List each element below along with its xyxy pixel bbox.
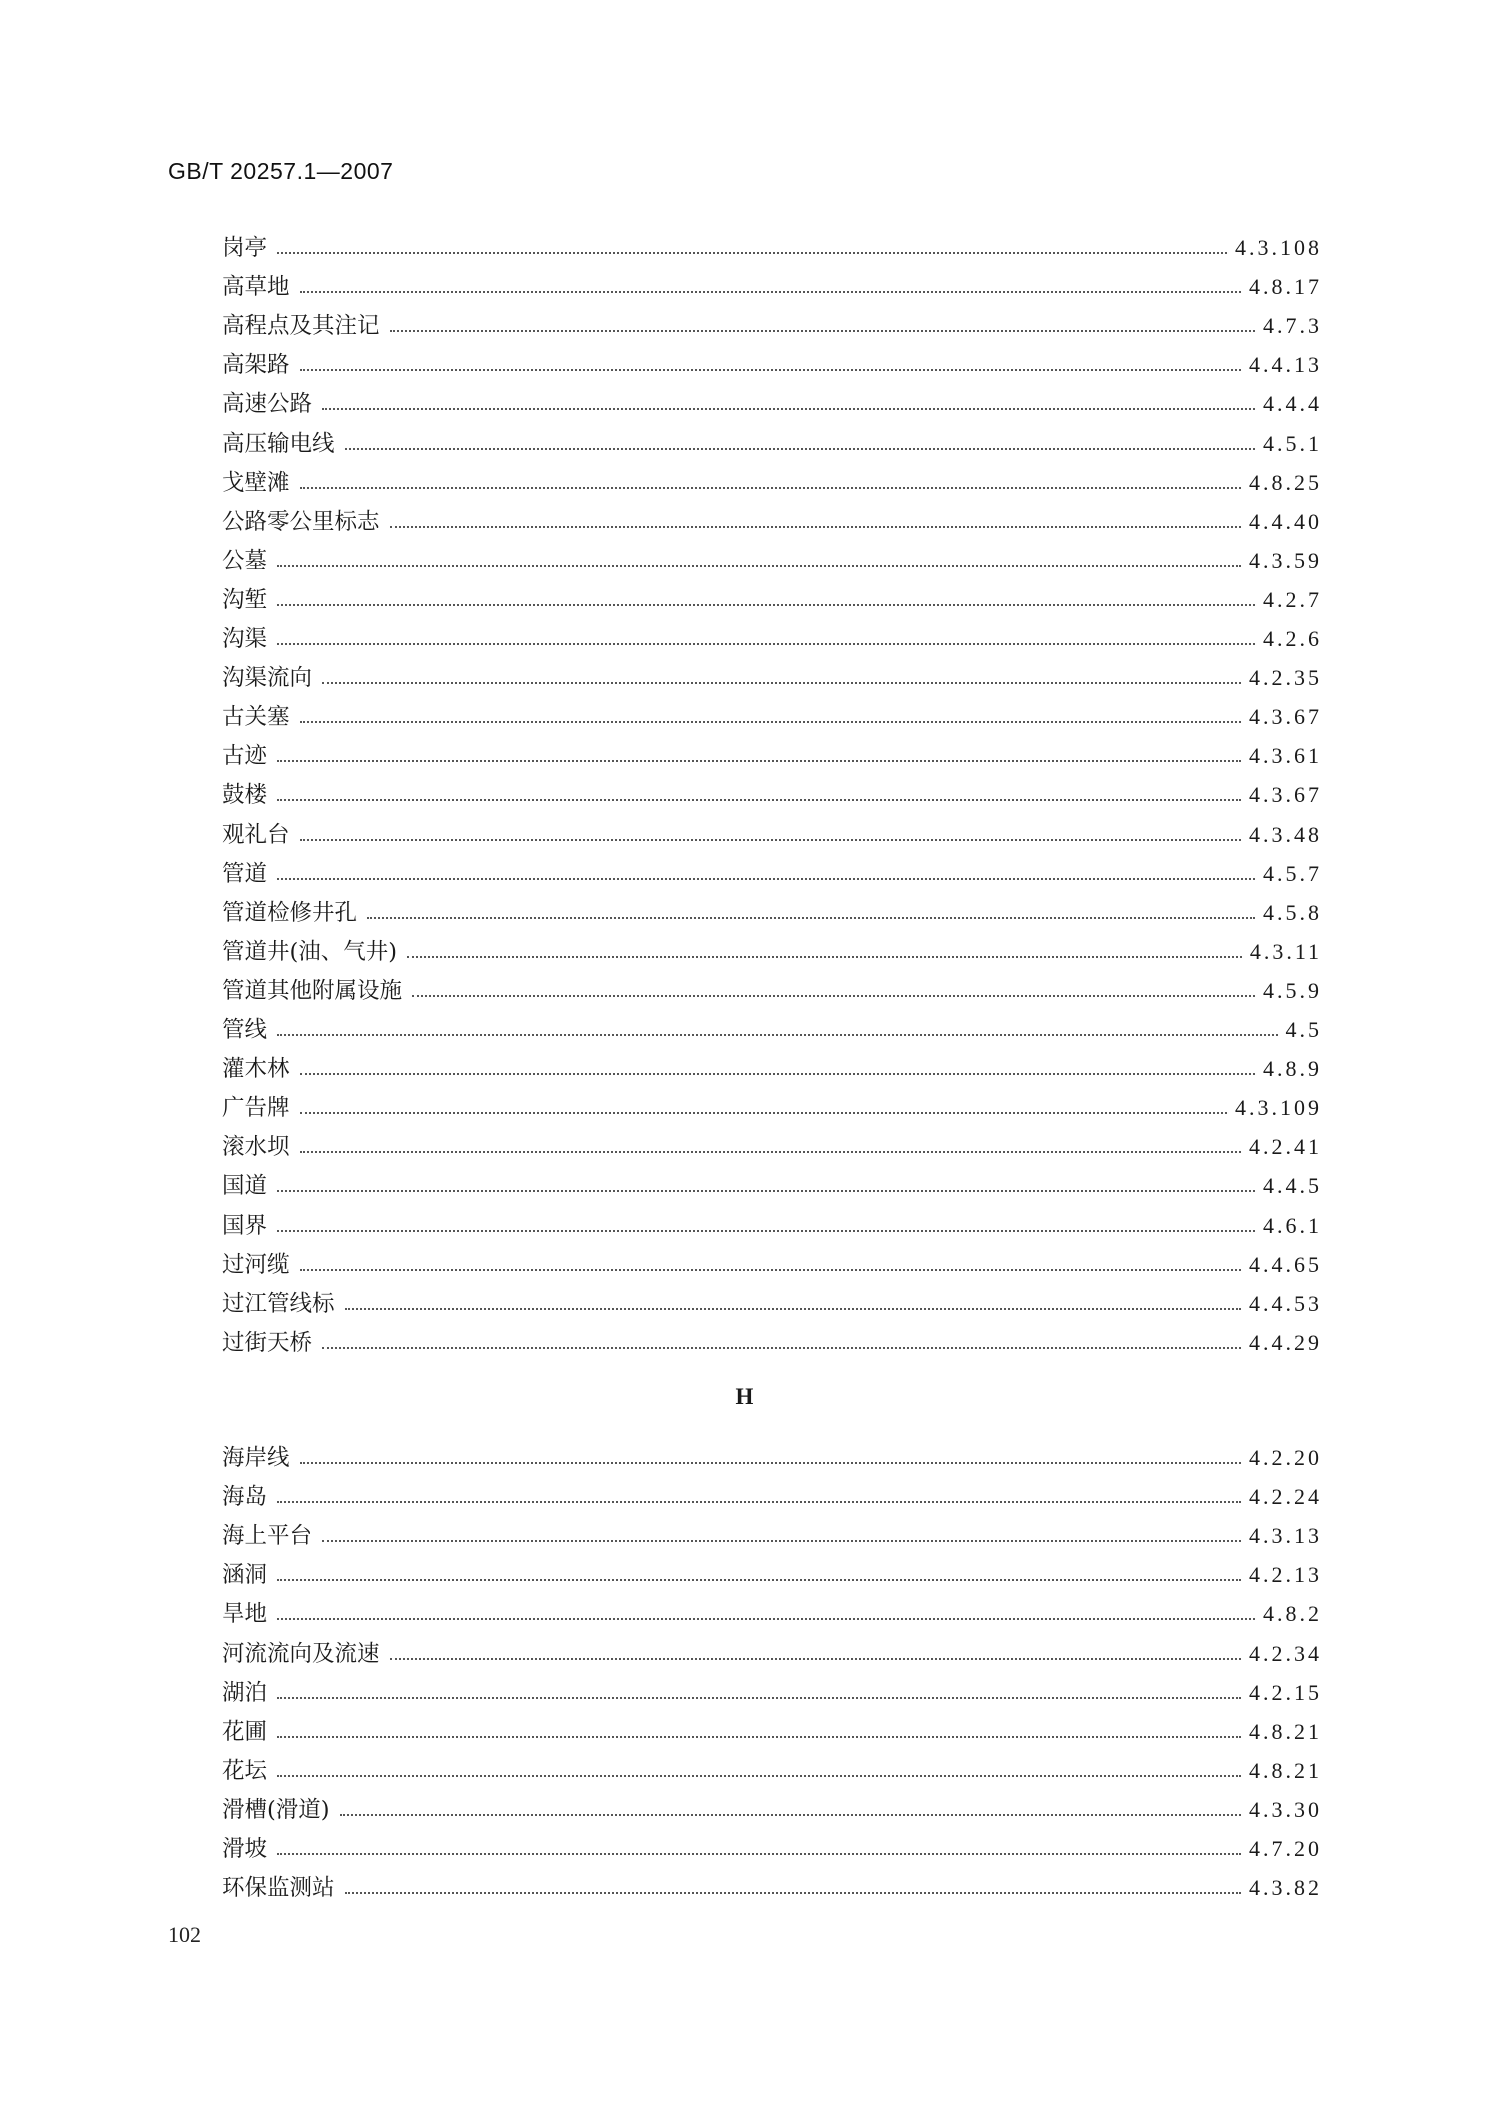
index-entry: [222, 1082, 1322, 1121]
index-entry: [222, 1628, 1322, 1667]
dot-leader: [340, 1814, 1241, 1816]
dot-leader: [322, 408, 1255, 410]
dot-leader: [300, 487, 1241, 489]
clause-reference: 4.5.1: [1263, 430, 1322, 456]
dot-leader: [277, 1579, 1241, 1581]
dot-leader: [412, 995, 1255, 997]
index-term: 滑槽(滑道): [222, 1796, 330, 1823]
index-entry: [222, 339, 1322, 378]
index-entry: [222, 457, 1322, 496]
dot-leader: [277, 1501, 1241, 1503]
index-entry: [222, 1160, 1322, 1199]
clause-reference: 4.2.20: [1249, 1445, 1322, 1470]
index-entry: [222, 1317, 1322, 1356]
index-term: 环保监测站: [222, 1875, 335, 1902]
index-term: 滚水坝: [222, 1134, 290, 1161]
index-term: 高压输电线: [222, 430, 335, 457]
index-term: 过街天桥: [222, 1329, 313, 1356]
index-term: 河流流向及流速: [222, 1640, 380, 1667]
index-term: 高速公路: [222, 391, 313, 418]
clause-reference: 4.6.1: [1263, 1212, 1322, 1238]
index-term: 古迹: [222, 743, 268, 770]
dot-leader: [277, 1230, 1255, 1232]
index-entry: [222, 1200, 1322, 1239]
index-term: 沟堑: [222, 586, 268, 613]
dot-leader: [300, 1073, 1255, 1075]
index-entry: [222, 378, 1322, 417]
index-term: 旱地: [222, 1601, 268, 1628]
clause-reference: 4.3.108: [1235, 235, 1322, 260]
clause-reference: 4.2.6: [1263, 626, 1322, 651]
clause-reference: 4.8.21: [1249, 1757, 1322, 1783]
clause-reference: 4.5.9: [1263, 977, 1322, 1003]
clause-reference: 4.2.35: [1249, 665, 1322, 691]
index-term: 国道: [222, 1173, 268, 1200]
clause-reference: 4.5.7: [1263, 860, 1322, 886]
clause-reference: 4.4.13: [1249, 352, 1322, 378]
clause-reference: 4.4.29: [1249, 1329, 1322, 1355]
index-term: 鼓楼: [222, 782, 268, 809]
clause-reference: 4.8.2: [1263, 1601, 1322, 1627]
index-entry: [222, 1862, 1322, 1901]
clause-reference: 4.3.109: [1235, 1095, 1322, 1121]
index-entry: [222, 1043, 1322, 1082]
index-entry: [222, 887, 1322, 926]
dot-leader: [390, 1658, 1241, 1660]
dot-leader: [300, 721, 1241, 723]
index-entry: [222, 1239, 1322, 1278]
clause-reference: 4.2.41: [1249, 1134, 1322, 1160]
dot-leader: [345, 1892, 1241, 1894]
dot-leader: [277, 760, 1241, 762]
dot-leader: [300, 1112, 1227, 1114]
section-letter-heading: H: [735, 1384, 754, 1409]
index-term: 古关塞: [222, 704, 290, 731]
index-entry: [222, 418, 1322, 457]
clause-reference: 4.8.17: [1249, 274, 1322, 300]
index-term: 湖泊: [222, 1679, 268, 1706]
clause-reference: 4.3.11: [1249, 938, 1322, 964]
index-term: 过河缆: [222, 1251, 290, 1278]
index-term: 花坛: [222, 1757, 268, 1784]
index-entry: [222, 1706, 1322, 1745]
clause-reference: 4.2.24: [1249, 1484, 1322, 1510]
index-entry: [222, 1278, 1322, 1317]
index-entry: [222, 1588, 1322, 1627]
index-entry: [222, 613, 1322, 652]
index-entry: [222, 652, 1322, 691]
clause-reference: 4.3.61: [1249, 743, 1322, 769]
clause-reference: 4.2.13: [1249, 1562, 1322, 1588]
clause-reference: 4.3.82: [1249, 1875, 1322, 1901]
index-term: 沟渠流向: [222, 665, 313, 692]
dot-leader: [322, 1347, 1241, 1349]
dot-leader: [407, 956, 1242, 958]
clause-reference: 4.3.67: [1249, 782, 1322, 808]
index-entry: [222, 574, 1322, 613]
dot-leader: [345, 448, 1255, 450]
index-term: 过江管线标: [222, 1290, 335, 1317]
dot-leader: [277, 878, 1255, 880]
index-term: 戈壁滩: [222, 469, 290, 496]
index-entry: [222, 1004, 1322, 1043]
index-term: 海上平台: [222, 1523, 313, 1550]
index-entry: [222, 1784, 1322, 1823]
clause-reference: 4.4.65: [1249, 1251, 1322, 1277]
index-term: 涵洞: [222, 1562, 268, 1589]
index-entry: [222, 1471, 1322, 1510]
clause-reference: 4.7.20: [1249, 1836, 1322, 1861]
document-header: GB/T 20257.1—2007: [168, 158, 394, 184]
dot-leader: [277, 1775, 1241, 1777]
dot-leader: [277, 1190, 1255, 1192]
index-term: 管道: [222, 860, 268, 887]
dot-leader: [277, 565, 1241, 567]
index-entry: [222, 1549, 1322, 1588]
index-term: 广告牌: [222, 1095, 290, 1122]
index-entry: [222, 769, 1322, 808]
index-entry: [222, 691, 1322, 730]
dot-leader: [322, 1540, 1241, 1542]
index-entry: [222, 300, 1322, 339]
index-entry: [222, 965, 1322, 1004]
clause-reference: 4.3.48: [1249, 821, 1322, 847]
index-term: 高程点及其注记: [222, 313, 380, 340]
index-term: 国界: [222, 1212, 268, 1239]
dot-leader: [300, 291, 1241, 293]
dot-leader: [300, 369, 1241, 371]
clause-reference: 4.5.8: [1263, 899, 1322, 925]
dot-leader: [277, 1618, 1255, 1620]
index-entry: [222, 496, 1322, 535]
clause-reference: 4.8.25: [1249, 469, 1322, 495]
clause-reference: 4.3.67: [1249, 704, 1322, 730]
index-entry: [222, 809, 1322, 848]
index-entry: [222, 926, 1322, 965]
dot-leader: [367, 917, 1255, 919]
index-term: 高草地: [222, 274, 290, 301]
clause-reference: 4.3.59: [1249, 547, 1322, 573]
index-term: 管道检修井孔: [222, 899, 358, 926]
dot-leader: [300, 1151, 1241, 1153]
clause-reference: 4.4.5: [1263, 1173, 1322, 1199]
dot-leader: [300, 839, 1241, 841]
index-entry: [222, 261, 1322, 300]
index-entry: [222, 1432, 1322, 1471]
index-entry: [222, 1823, 1322, 1862]
clause-reference: 4.5: [1285, 1017, 1322, 1042]
dot-leader: [277, 604, 1255, 606]
page-number: 102: [168, 1922, 201, 1947]
index-term: 灌木林: [222, 1056, 290, 1083]
index-term: 海岛: [222, 1484, 268, 1511]
index-entry: [222, 1510, 1322, 1549]
index-term: 观礼台: [222, 821, 290, 848]
dot-leader: [277, 643, 1255, 645]
index-entry: [222, 222, 1322, 261]
clause-reference: 4.3.13: [1249, 1523, 1322, 1549]
index-term: 沟渠: [222, 626, 268, 652]
index-entry: [222, 848, 1322, 887]
clause-reference: 4.4.40: [1249, 508, 1322, 534]
index-entry: [222, 1667, 1322, 1706]
index-term: 滑坡: [222, 1836, 268, 1862]
index-term: 高架路: [222, 352, 290, 379]
dot-leader: [277, 1034, 1277, 1036]
dot-leader: [390, 526, 1241, 528]
dot-leader: [277, 252, 1227, 254]
index-term: 管道井(油、气井): [222, 938, 398, 965]
index-term: 公墓: [222, 547, 268, 574]
dot-leader: [300, 1462, 1241, 1464]
index-entry: [222, 730, 1322, 769]
clause-reference: 4.4.4: [1263, 391, 1322, 417]
clause-reference: 4.4.53: [1249, 1290, 1322, 1316]
clause-reference: 4.2.7: [1263, 586, 1322, 612]
index-entry: [222, 1121, 1322, 1160]
index-term: 管线: [222, 1017, 268, 1043]
dot-leader: [345, 1308, 1241, 1310]
clause-reference: 4.8.21: [1249, 1718, 1322, 1744]
dot-leader: [277, 1736, 1241, 1738]
clause-reference: 4.7.3: [1263, 313, 1322, 339]
dot-leader: [300, 1269, 1241, 1271]
index-term: 岗亭: [222, 235, 268, 261]
dot-leader: [277, 799, 1241, 801]
clause-reference: 4.2.34: [1249, 1640, 1322, 1666]
clause-reference: 4.8.9: [1263, 1056, 1322, 1082]
index-entry: [222, 535, 1322, 574]
index-term: 花圃: [222, 1718, 268, 1745]
clause-reference: 4.2.15: [1249, 1679, 1322, 1705]
index-entry: [222, 1745, 1322, 1784]
dot-leader: [390, 330, 1255, 332]
dot-leader: [322, 682, 1241, 684]
index-term: 海岸线: [222, 1445, 290, 1471]
dot-leader: [277, 1697, 1241, 1699]
clause-reference: 4.3.30: [1249, 1796, 1322, 1822]
index-term: 公路零公里标志: [222, 508, 380, 535]
dot-leader: [277, 1853, 1241, 1855]
index-term: 管道其他附属设施: [222, 977, 403, 1004]
